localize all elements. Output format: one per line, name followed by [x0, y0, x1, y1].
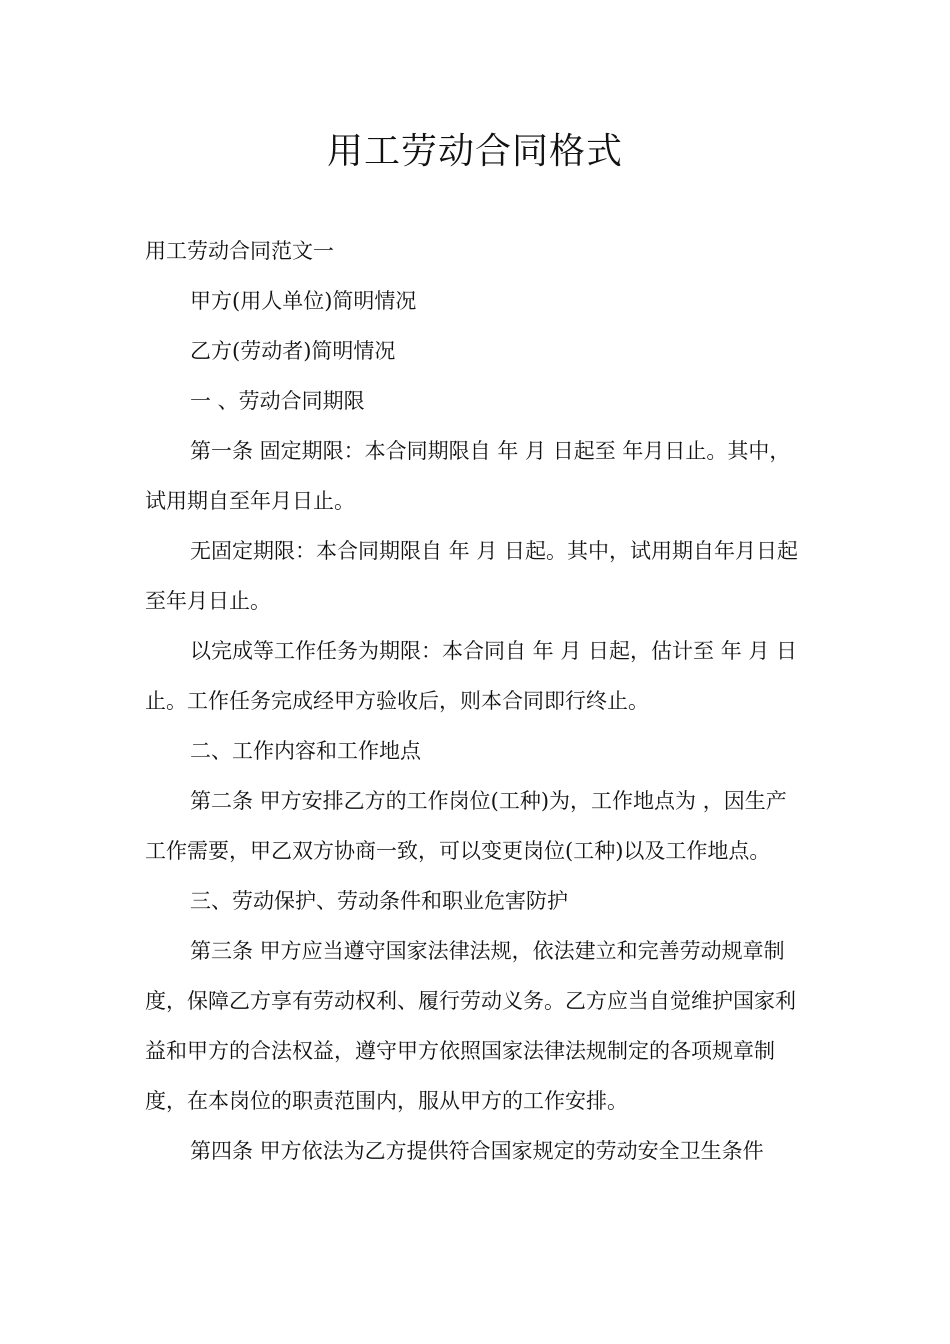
- document-body: [145, 226, 807, 1176]
- paragraph-party-a: 甲方(用人单位)简明情况: [190, 289, 417, 313]
- article-4: 第四条 甲方依法为乙方提供符合国家规定的劳动安全卫生条件: [190, 1139, 764, 1163]
- section-heading-protection: 三、劳动保护、劳动条件和职业危害防护: [190, 889, 568, 913]
- document-title: 用工劳动合同格式: [326, 131, 623, 172]
- section-heading-work: 二、工作内容和工作地点: [190, 739, 421, 763]
- article-1-open-term: 无固定期限：本合同期限自 年 月 日起。其中，试用期自年月日起至年月日止。: [145, 539, 799, 613]
- paragraph-party-b: 乙方(劳动者)简明情况: [190, 339, 396, 363]
- article-2: 第二条 甲方安排乙方的工作岗位(工种)为，工作地点为 ，因生产工作需要，甲乙双方协商一致，可以变更岗位(工种)以及工作地点。: [145, 789, 787, 863]
- article-3: 第三条 甲方应当遵守国家法律法规，依法建立和完善劳动规章制度，保障乙方享有劳动权利、履行劳动义务。乙方应当自觉维护国家利益和甲方的合法权益，遵守甲方依照国家法律法规制定的各项规章制度，在本岗位的职责范围内，服从甲方的工作安排。: [145, 939, 796, 1113]
- article-1-fixed-term: 第一条 固定期限：本合同期限自 年 月 日起至 年月日止。其中，试用期自至年月日止。: [145, 439, 791, 513]
- article-1-task-term: 以完成等工作任务为期限：本合同自 年 月 日起，估计至 年 月 日止。工作任务完成经甲方验收后，则本合同即行终止。: [145, 639, 798, 713]
- section-heading-term: 一 、劳动合同期限: [190, 389, 365, 413]
- paragraph-heading-sample: 用工劳动合同范文一: [145, 239, 334, 263]
